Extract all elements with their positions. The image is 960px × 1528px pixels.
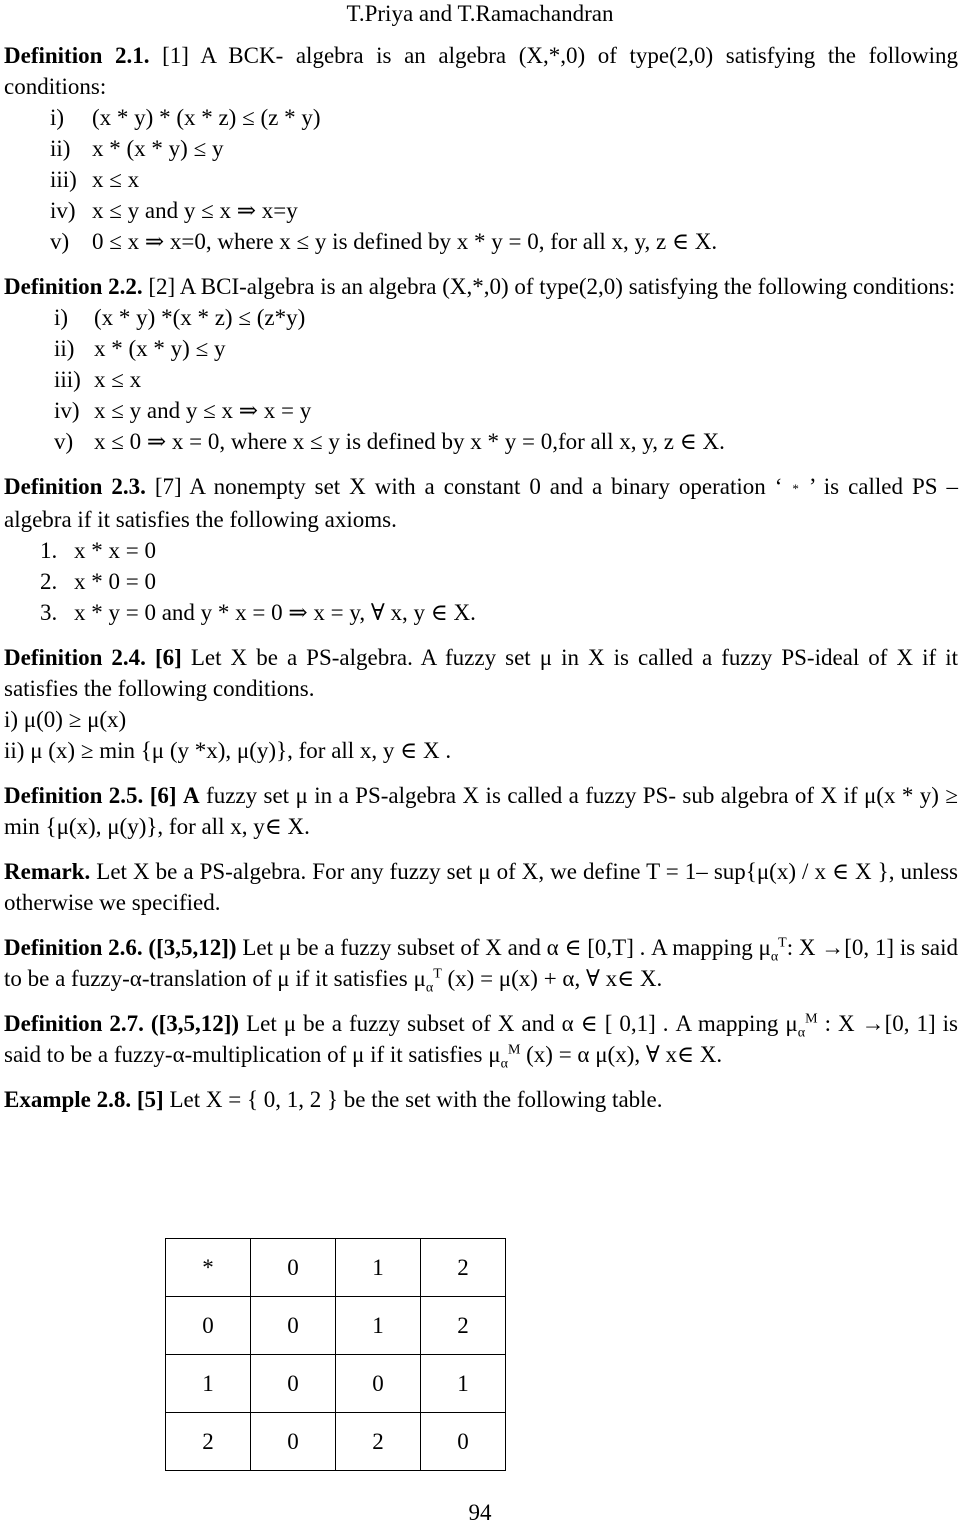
definition-text: Let X be a PS-algebra. A fuzzy set μ in X is called a fuzzy PS-ideal of X if it satisfies the following conditions.: [4, 645, 959, 701]
table-row: [166, 1239, 506, 1297]
list-item: iii) x ≤ x: [50, 167, 140, 192]
definition-title: Definition 2.1.: [4, 43, 150, 68]
subscript: α: [500, 1056, 508, 1072]
remark-text: Let X be a PS-algebra. For any fuzzy set μ of X, we define T = 1– sup{μ(x) / x ∈ X }, unless otherwise we specified.: [4, 859, 959, 915]
definition-text: ’ is called PS – algebra if it satisfies the following axioms.: [4, 474, 958, 532]
list-item: ii) x * (x * y) ≤ y: [54, 336, 226, 361]
definition-reference: [6]: [149, 783, 177, 808]
table-cell: 0: [251, 1297, 336, 1355]
table-cell: 1: [336, 1239, 421, 1297]
subscript: α: [797, 1025, 806, 1041]
axioms-list: [4, 535, 958, 628]
condition-line: i) μ(0) ≥ μ(x): [4, 707, 127, 732]
list-item: i) (x * y) *(x * z) ≤ (z*y): [54, 305, 306, 330]
definition-text: A BCI-algebra is an algebra (X,*,0) of type(2,0) satisfying the following conditions:: [179, 274, 956, 299]
example-text: Let X = { 0, 1, 2 } be the set with the following table.: [169, 1087, 663, 1112]
definition-text: A nonempty set X with a constant 0 and a binary operation ‘: [189, 474, 783, 499]
definition-2-1: [4, 40, 958, 257]
list-item: 2. x * 0 = 0: [40, 569, 156, 594]
conditions-list: [4, 102, 958, 257]
table-cell: 0: [421, 1413, 506, 1471]
operation-symbol: *: [792, 481, 799, 496]
table-cell: 2: [336, 1413, 421, 1471]
list-item: v) 0 ≤ x ⇒ x=0, where x ≤ y is defined by x * y = 0, for all x, y, z ∈ X.: [50, 229, 718, 254]
definition-reference: ([3,5,12]): [150, 1011, 240, 1036]
table-cell: 0: [251, 1413, 336, 1471]
superscript: M: [507, 1042, 521, 1058]
table-cell: 1: [166, 1355, 251, 1413]
definition-title: Definition 2.5.: [4, 783, 144, 808]
definition-2-7: [4, 1008, 958, 1070]
definition-2-4: [4, 642, 958, 766]
table-row: [166, 1355, 506, 1413]
table-row: [166, 1297, 506, 1355]
example-title: Example 2.8.: [4, 1087, 132, 1112]
definition-reference: ([3,5,12]): [148, 935, 237, 960]
definition-title: Definition 2.2.: [4, 274, 143, 299]
condition-line: ii) μ (x) ≥ min {μ (y *x), μ(y)}, for all x, y ∈ X .: [4, 738, 452, 763]
running-header: T.Priya and T.Ramachandran: [346, 1, 614, 26]
definition-text: A BCK- algebra is an algebra (X,*,0) of type(2,0) satisfying the following conditions:: [4, 43, 959, 99]
superscript: M: [805, 1011, 818, 1027]
remark: [4, 856, 958, 918]
definition-2-2: [4, 271, 958, 457]
list-item: v) x ≤ 0 ⇒ x = 0, where x ≤ y is defined by x * y = 0,for all x, y, z ∈ X.: [54, 429, 725, 454]
list-item: 3. x * y = 0 and y * x = 0 ⇒ x = y, ∀ x, y ∈ X.: [40, 600, 476, 625]
table-cell: 1: [336, 1297, 421, 1355]
operation-table: [165, 1238, 506, 1471]
definition-text: (x) = μ(x) + α, ∀ x∈ X.: [447, 966, 663, 991]
definition-reference: [7]: [154, 474, 182, 499]
definition-text: : X →[0, 1] is said to be a fuzzy-α-multiplication of μ if it satisfies μ: [4, 1011, 959, 1067]
list-item: iv) x ≤ y and y ≤ x ⇒ x=y: [50, 198, 298, 223]
table-cell: *: [166, 1239, 251, 1297]
definition-2-3: [4, 471, 958, 628]
page-body: [4, 40, 958, 1129]
conditions-list: [4, 302, 958, 457]
superscript: T: [778, 935, 787, 951]
table-cell: 0: [251, 1355, 336, 1413]
remark-title: Remark.: [4, 859, 91, 884]
definition-text: : X →[0, 1] is said to be a fuzzy-α-translation of μ if it satisfies μ: [4, 935, 959, 991]
table-cell: 0: [166, 1297, 251, 1355]
definition-2-5: [4, 780, 958, 842]
definition-reference: [1]: [162, 43, 189, 68]
table-cell: 2: [421, 1239, 506, 1297]
superscript: T: [433, 966, 442, 982]
list-item: i) (x * y) * (x * z) ≤ (z * y): [50, 105, 321, 130]
table-cell: 1: [421, 1355, 506, 1413]
list-item: iv) x ≤ y and y ≤ x ⇒ x = y: [54, 398, 312, 423]
definition-reference: [2]: [148, 274, 176, 299]
definition-reference: [6]: [154, 645, 182, 670]
definition-title: Definition 2.6.: [4, 935, 143, 960]
table-cell: 2: [166, 1413, 251, 1471]
table-cell: 0: [336, 1355, 421, 1413]
table-cell: 0: [251, 1239, 336, 1297]
list-item: ii) x * (x * y) ≤ y: [50, 136, 224, 161]
list-item: 1. x * x = 0: [40, 538, 156, 563]
definition-2-6: [4, 932, 958, 994]
definition-title: Definition 2.4.: [4, 645, 146, 670]
example-2-8: [4, 1084, 958, 1115]
definition-text: fuzzy set μ in a PS-algebra X is called a fuzzy PS- sub algebra of X if μ(x * y) ≥ min {μ(x), μ(y)}, for all x, y∈ X.: [4, 783, 959, 839]
definition-text: (x) = α μ(x), ∀ x∈ X.: [526, 1042, 723, 1067]
definition-text: Let μ be a fuzzy subset of X and α ∈ [0,T] . A mapping μ: [242, 935, 771, 960]
subscript: α: [770, 949, 779, 965]
table-cell: 2: [421, 1297, 506, 1355]
definition-text: Let μ be a fuzzy subset of X and α ∈ [ 0,1] . A mapping μ: [246, 1011, 798, 1036]
definition-title: Definition 2.3.: [4, 474, 146, 499]
page-number: 94: [468, 1500, 492, 1525]
subscript: α: [425, 980, 434, 996]
table-row: [166, 1413, 506, 1471]
definition-title: Definition 2.7.: [4, 1011, 144, 1036]
definition-text-bold: A: [182, 783, 200, 808]
example-reference: [5]: [136, 1087, 164, 1112]
list-item: iii) x ≤ x: [54, 367, 142, 392]
